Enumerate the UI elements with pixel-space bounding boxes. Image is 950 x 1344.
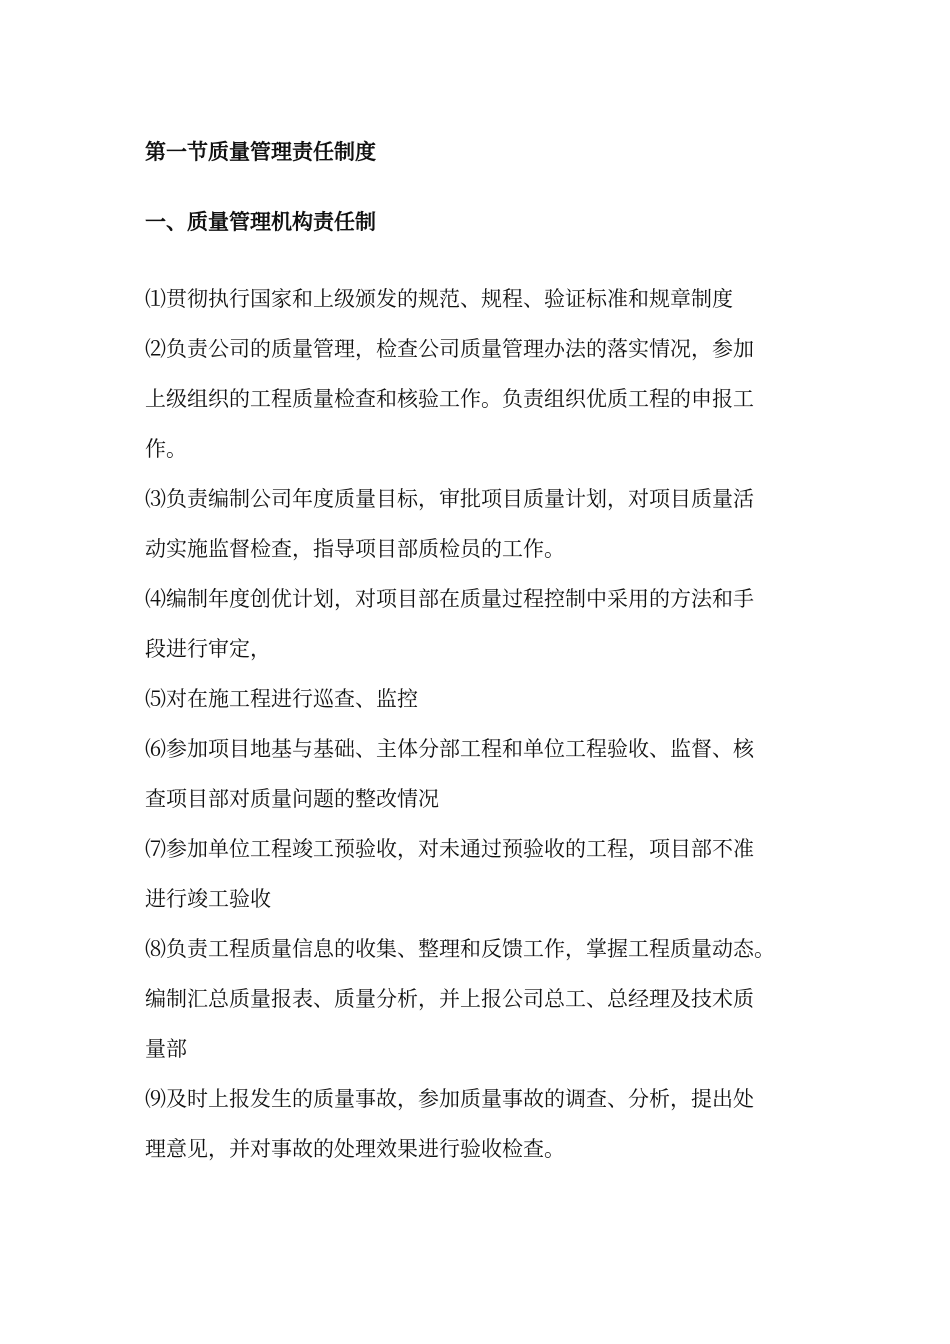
sub-title: 一、质量管理机构责任制	[145, 209, 376, 234]
list-item-line: 作。	[145, 437, 187, 461]
list-item-line: ⑶负责编制公司年度质量目标，审批项目质量计划，对项目质量活	[145, 487, 754, 511]
list-item-line: 查项目部对质量问题的整改情况	[145, 787, 439, 811]
list-item-line: 理意见，并对事故的处理效果进行验收检查。	[145, 1137, 565, 1161]
list-item-line: ⑸对在施工程进行巡查、监控	[145, 687, 418, 711]
list-item-line: 进行竣工验收	[145, 887, 271, 911]
list-item-line: 编制汇总质量报表、质量分析，并上报公司总工、总经理及技术质	[145, 987, 754, 1011]
list-item	[145, 924, 845, 1074]
list-item	[145, 274, 845, 324]
list-item-line: ⑴贯彻执行国家和上级颁发的规范、规程、验证标准和规章制度	[145, 287, 733, 311]
list-item	[145, 674, 845, 724]
list-item-line: ⑻负责工程质量信息的收集、整理和反馈工作，掌握工程质量动态。	[145, 937, 775, 961]
list-item-line: ⑵负责公司的质量管理，检查公司质量管理办法的落实情况，参加	[145, 337, 754, 361]
list-item-line: ⑷编制年度创优计划，对项目部在质量过程控制中采用的方法和手	[145, 587, 754, 611]
list-item-line: 动实施监督检查，指导项目部质检员的工作。	[145, 537, 565, 561]
list-item	[145, 324, 845, 474]
list-item-line: ⑹参加项目地基与基础、主体分部工程和单位工程验收、监督、核	[145, 737, 754, 761]
list-item-line: 段进行审定，	[145, 637, 271, 661]
list-item	[145, 574, 845, 674]
list-item-line: ⑼及时上报发生的质量事故，参加质量事故的调查、分析，提出处	[145, 1087, 754, 1111]
list-item	[145, 824, 845, 924]
list-item	[145, 474, 845, 574]
section-title: 第一节质量管理责任制度	[145, 139, 376, 164]
list-item-line: ⑺参加单位工程竣工预验收，对未通过预验收的工程，项目部不准	[145, 837, 754, 861]
list-item-line: 上级组织的工程质量检查和核验工作。负责组织优质工程的申报工	[145, 387, 754, 411]
list-item	[145, 1074, 845, 1174]
responsibility-list	[145, 274, 845, 1174]
list-item-line: 量部	[145, 1037, 187, 1061]
list-item	[145, 724, 845, 824]
